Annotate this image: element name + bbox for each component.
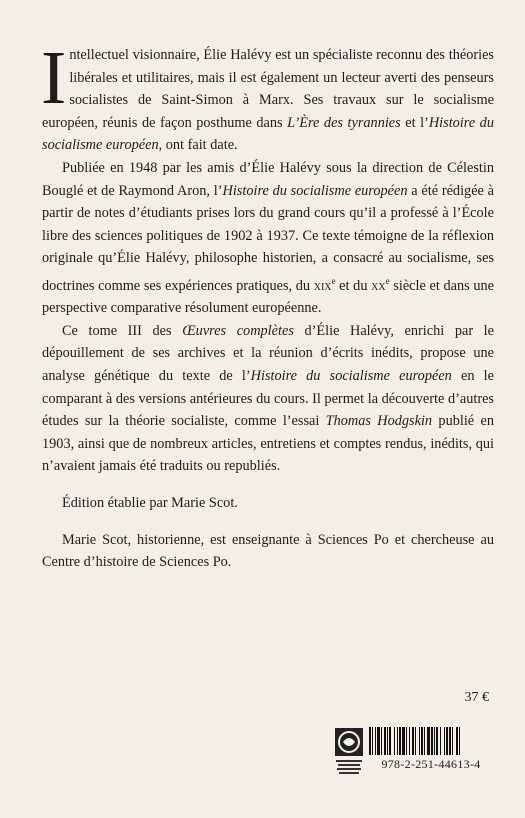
barcode [369, 727, 493, 755]
book-title: Histoire du socialisme européen [222, 182, 408, 199]
barcode-area [334, 727, 494, 775]
paragraph-1: Intellectuel visionnaire, Élie Halévy est un spécialiste reconnu des théories libérales et utilitaires, mais il est également un lecteur averti des penseurs socialistes de Saint-Simon à Marx. Ses travaux sur le socialisme européen, réunis de façon posthume dans L’Ère des tyrannies et l’Histoire du socialisme européen, ont fait date. [41, 36, 494, 154]
drop-cap: I [41, 36, 67, 120]
book-title: Histoire du socialisme européen [42, 114, 494, 154]
blurb-text [41, 36, 495, 574]
book-title: L’Ère des tyrannies [287, 114, 401, 131]
edition-note: Édition établie par Marie Scot. [62, 495, 238, 512]
author-bio: Marie Scot, historienne, est enseignante à Sciences Po et chercheuse au Centre d’histoire de Sciences Po. [42, 531, 494, 571]
publisher-logo [334, 727, 364, 775]
paragraph-2: Publiée en 1948 par les amis d’Élie Halévy sous la direction de Célestin Bouglé et de Raymond Aron, l’Histoire du socialisme européen a été rédigée à partir de notes d’étudiants prises lors du grand cours qu’il a professé à l’École libre des sciences politiques de 1902 à 1937. Ce texte témoigne de la réflexion originale qu’Élie Halévy, philosophe historien, a consacré au socialisme, ses doctrines comme ses expériences pratiques, du xix$^e$ et du $xx^e$ siècle et dans une perspective comparative résolument européenne. [42, 159, 495, 317]
isbn: 978-2-251-44613-4 [381, 757, 481, 771]
book-title: Histoire du socialisme européen [250, 368, 452, 385]
paragraph-3: Ce tome III des Œuvres complètes d’Élie Halévy, enrichi par le dépouillement de ses archives et la réunion d’écrits inédits, propose une analyse génétique du texte de l’Histoire du socialisme européen en le comparant à des versions antérieures du cours. Il permet la découverte d’autres études sur la théorie socialiste, comme l’essai Thomas Hodgskin publié en 1903, ainsi que de nombreux articles, entretiens et comptes rendus, inédits, qui n’avaient jamais été traduits ou republiés. [42, 322, 494, 475]
price: 37 € [464, 690, 489, 705]
book-title: Œuvres complètes [182, 322, 294, 339]
book-title: Thomas Hodgskin [325, 413, 433, 430]
